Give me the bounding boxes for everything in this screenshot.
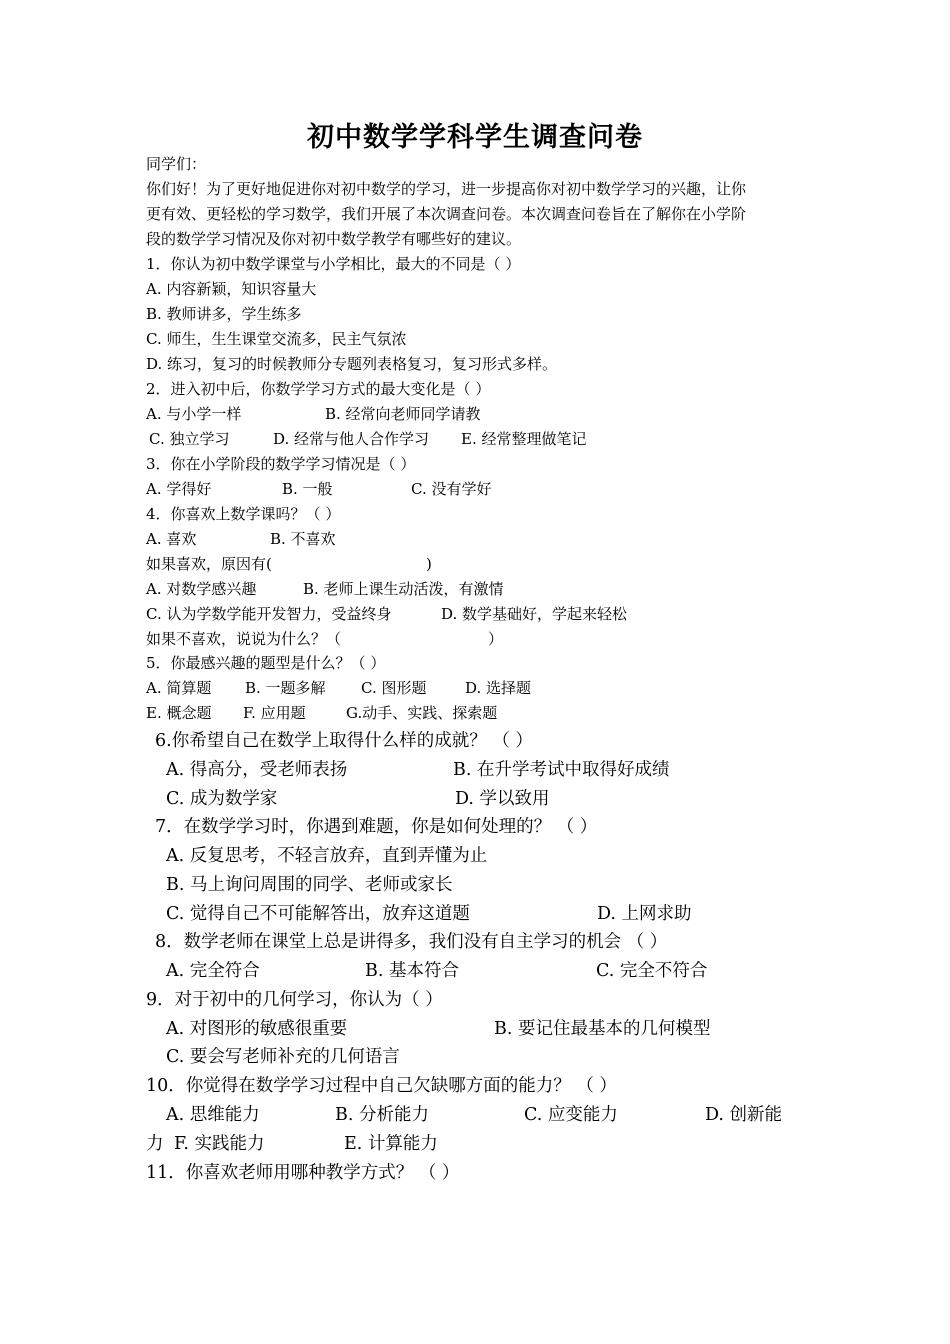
question-4-reason-a: A. 对数学感兴趣 bbox=[146, 580, 257, 598]
question-7-option-c: C. 觉得自己不可能解答出，放弃这道题 bbox=[166, 904, 470, 924]
intro-line-2: 更有效、更轻松的学习数学，我们开展了本次调查问卷。本次调查问卷旨在了解你在小学阶 bbox=[146, 205, 747, 223]
question-4-option-b: B. 不喜欢 bbox=[270, 530, 336, 548]
question-1-stem: 1．你认为初中数学课堂与小学相比，最大的不同是（ ） bbox=[146, 255, 521, 273]
question-4-like-close: ) bbox=[426, 555, 432, 573]
page-title: 初中数学学科学生调查问卷 bbox=[307, 122, 643, 153]
question-4-reason-b: B. 老师上课生动活泼，有激情 bbox=[303, 580, 504, 598]
question-10-option-b: B. 分析能力 bbox=[335, 1105, 429, 1125]
question-10-option-d-continued: 力 bbox=[146, 1134, 164, 1154]
question-8-option-c: C. 完全不符合 bbox=[596, 961, 708, 981]
question-7-option-b: B. 马上询问周围的同学、老师或家长 bbox=[166, 875, 453, 895]
question-7-stem: 7．在数学学习时，你遇到难题，你是如何处理的？ （ ） bbox=[155, 817, 598, 837]
question-6-stem: 6.你希望自己在数学上取得什么样的成就？ （ ） bbox=[155, 731, 533, 751]
question-10-option-f: F. 实践能力 bbox=[174, 1134, 265, 1154]
question-2-option-e: E. 经常整理做笔记 bbox=[461, 430, 587, 448]
question-6-option-c: C. 成为数学家 bbox=[166, 789, 278, 809]
question-9-option-c: C. 要会写老师补充的几何语言 bbox=[166, 1047, 400, 1067]
question-8-option-a: A. 完全符合 bbox=[166, 961, 260, 981]
question-5-option-g: G.动手、实践、探索题 bbox=[346, 704, 498, 722]
question-5-option-e: E. 概念题 bbox=[146, 704, 212, 722]
question-5-option-a: A. 简算题 bbox=[146, 679, 212, 697]
question-1-option-a: A. 内容新颖，知识容量大 bbox=[146, 280, 317, 298]
question-10-option-a: A. 思维能力 bbox=[166, 1105, 260, 1125]
question-8-stem: 8．数学老师在课堂上总是讲得多，我们没有自主学习的机会 （ ） bbox=[155, 932, 668, 952]
question-1-option-d: D. 练习，复习的时候教师分专题列表格复习，复习形式多样。 bbox=[146, 355, 558, 373]
intro-line-3: 段的数学学习情况及你对初中数学教学有哪些好的建议。 bbox=[146, 230, 522, 248]
question-5-option-b: B. 一题多解 bbox=[245, 679, 326, 697]
question-5-option-d: D. 选择题 bbox=[465, 679, 532, 697]
question-4-stem: 4．你喜欢上数学课吗？（ ） bbox=[146, 505, 341, 523]
question-4-option-a: A. 喜欢 bbox=[146, 530, 197, 548]
question-10-stem: 10．你觉得在数学学习过程中自己欠缺哪方面的能力？ （ ） bbox=[146, 1076, 617, 1096]
question-8-option-b: B. 基本符合 bbox=[365, 961, 459, 981]
question-7-option-d: D. 上网求助 bbox=[597, 904, 692, 924]
question-5-option-c: C. 图形题 bbox=[361, 679, 427, 697]
question-4-reason-c: C. 认为学数学能开发智力，受益终身 bbox=[146, 605, 392, 623]
question-2-stem: 2．进入初中后，你数学学习方式的最大变化是（ ） bbox=[146, 380, 491, 398]
question-4-dislike-prompt: 如果不喜欢，说说为什么？（ bbox=[146, 630, 342, 648]
question-3-option-c: C. 没有学好 bbox=[411, 480, 492, 498]
question-7-option-a: A. 反复思考，不轻言放弃，直到弄懂为止 bbox=[166, 846, 488, 866]
question-2-option-d: D. 经常与他人合作学习 bbox=[273, 430, 430, 448]
greeting: 同学们： bbox=[146, 155, 207, 173]
question-4-dislike-close: ） bbox=[488, 630, 504, 648]
question-10-option-d: D. 创新能 bbox=[705, 1105, 783, 1125]
question-6-option-a: A. 得高分，受老师表扬 bbox=[166, 760, 348, 780]
question-6-option-d: D. 学以致用 bbox=[455, 789, 550, 809]
question-3-option-a: A. 学得好 bbox=[146, 480, 212, 498]
question-11-stem: 11．你喜欢老师用哪种教学方式？ （ ） bbox=[146, 1163, 460, 1183]
question-1-option-b: B. 教师讲多，学生练多 bbox=[146, 305, 302, 323]
question-5-stem: 5．你最感兴趣的题型是什么？（ ） bbox=[146, 654, 386, 672]
question-10-option-c: C. 应变能力 bbox=[524, 1105, 618, 1125]
question-4-reason-d: D. 数学基础好，学起来轻松 bbox=[441, 605, 628, 623]
question-4-like-prompt: 如果喜欢，原因有( bbox=[146, 555, 272, 573]
question-2-option-c: C. 独立学习 bbox=[149, 430, 230, 448]
intro-line-1: 你们好！为了更好地促进你对初中数学的学习，进一步提高你对初中数学学习的兴趣，让你 bbox=[146, 180, 747, 198]
question-10-option-e: E. 计算能力 bbox=[344, 1134, 438, 1154]
question-9-option-b: B. 要记住最基本的几何模型 bbox=[494, 1019, 711, 1039]
question-5-option-f: F. 应用题 bbox=[243, 704, 306, 722]
question-6-option-b: B. 在升学考试中取得好成绩 bbox=[453, 760, 670, 780]
question-3-option-b: B. 一般 bbox=[282, 480, 333, 498]
question-9-option-a: A. 对图形的敏感很重要 bbox=[166, 1019, 348, 1039]
question-9-stem: 9．对于初中的几何学习，你认为（ ） bbox=[146, 990, 443, 1010]
question-2-option-a: A. 与小学一样 bbox=[146, 405, 242, 423]
question-3-stem: 3．你在小学阶段的数学学习情况是（ ） bbox=[146, 455, 416, 473]
question-2-option-b: B. 经常向老师同学请教 bbox=[325, 405, 481, 423]
question-1-option-c: C. 师生，生生课堂交流多，民主气氛浓 bbox=[146, 330, 407, 348]
